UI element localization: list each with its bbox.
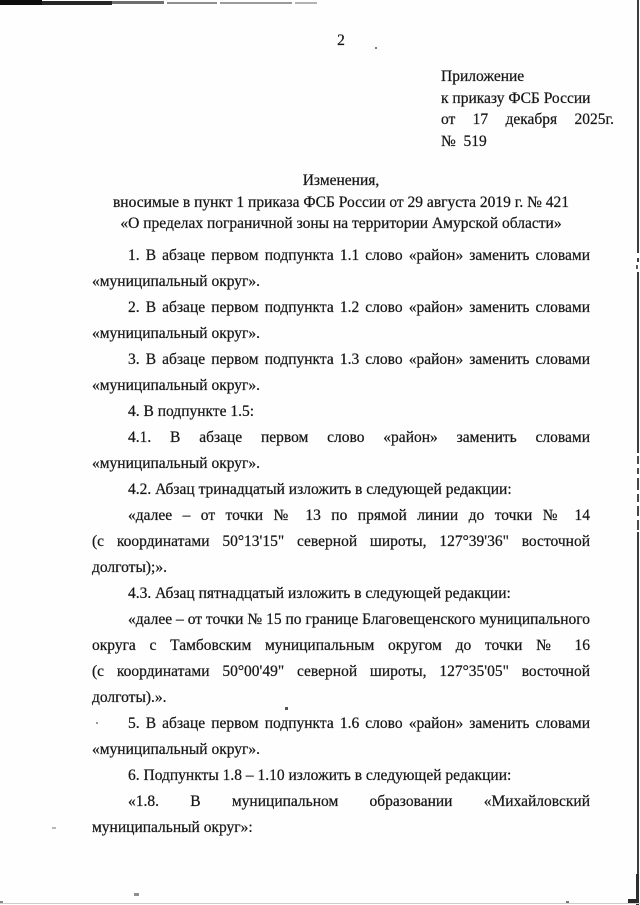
paragraph: 4.1. В абзаце первом слово «район» заменить словами «муниципальный округ».: [92, 429, 590, 472]
annex-block: [441, 66, 614, 152]
scan-line-right: [637, 468, 639, 474]
paragraph: 6. Подпункты 1.8 – 1.10 изложить в следующей редакции:: [128, 767, 512, 784]
scan-streak-top: [0, 0, 42, 5]
annex-line: к приказу ФСБ России: [441, 89, 591, 107]
annex-line-number: № 519: [441, 132, 487, 150]
scan-line-right: [637, 478, 639, 490]
paragraph: 5. В абзаце первом подпункта 1.6 слово «район» заменить словами «муниципальный округ».: [92, 715, 590, 758]
scan-streak-top: [295, 2, 317, 4]
scan-speck: [134, 893, 139, 896]
annex-line-date: от 17 декабря 2025г.: [441, 111, 614, 128]
scan-streak-top: [167, 2, 217, 4]
scan-streak-top: [220, 2, 292, 4]
title-line: Изменения,: [302, 172, 380, 189]
scan-line-right: [636, 265, 638, 269]
paragraph: 2. В абзаце первом подпункта 1.2 слово «район» заменить словами «муниципальный округ».: [92, 299, 590, 342]
scan-line-right: [637, 532, 639, 874]
scan-speck: [52, 827, 56, 829]
scan-line-right: [637, 272, 639, 453]
paragraph: «далее – от точки № 13 по прямой линии до точки № 14 (с координатами 50°13'15" северной широты, 127°39'36" восточной долготы);».: [92, 507, 590, 576]
scan-speck: [566, 901, 569, 903]
scan-line-bottom: [0, 903, 640, 904]
document-title: [92, 170, 590, 235]
scan-streak-top: [42, 1, 112, 5]
paragraph: «далее – от точки № 15 по границе Благовещенского муниципального округа с Тамбовским муниципальным округом до точки № 16 (с координатами 50°00'49" северной широты, 127°35'05" восточной долготы).».: [92, 611, 590, 706]
title-line: вносимые в пункт 1 приказа ФСБ России от 29 августа 2019 г. № 421: [112, 193, 569, 211]
scan-speck: [0, 901, 3, 903]
paragraph: 1. В абзаце первом подпункта 1.1 слово «район» заменить словами «муниципальный округ».: [92, 247, 590, 290]
scan-line-right: [637, 0, 639, 253]
paragraph: 4. В подпункте 1.5:: [128, 403, 255, 420]
paragraph: «1.8. В муниципальном образовании «Михайловский муниципальный округ»:: [92, 793, 590, 836]
scan-line-right: [637, 520, 639, 530]
scan-line-right: [637, 506, 639, 516]
scan-line-right: [637, 456, 639, 464]
paragraph: 4.2. Абзац тринадцатый изложить в следующей редакции:: [128, 481, 512, 498]
document-body: [92, 243, 590, 841]
scan-line-right: [637, 258, 639, 262]
title-line: «О пределах пограничной зоны на территории Амурской области»: [120, 215, 562, 232]
scan-line-right: [637, 494, 639, 502]
page-number: 2: [337, 32, 345, 49]
paragraph: 4.3. Абзац пятнадцатый изложить в следующей редакции:: [128, 585, 511, 602]
scan-streak-top: [112, 1, 164, 4]
paragraph: 3. В абзаце первом подпункта 1.3 слово «район» заменить словами «муниципальный округ».: [92, 351, 590, 394]
annex-line: Приложение: [441, 68, 525, 85]
